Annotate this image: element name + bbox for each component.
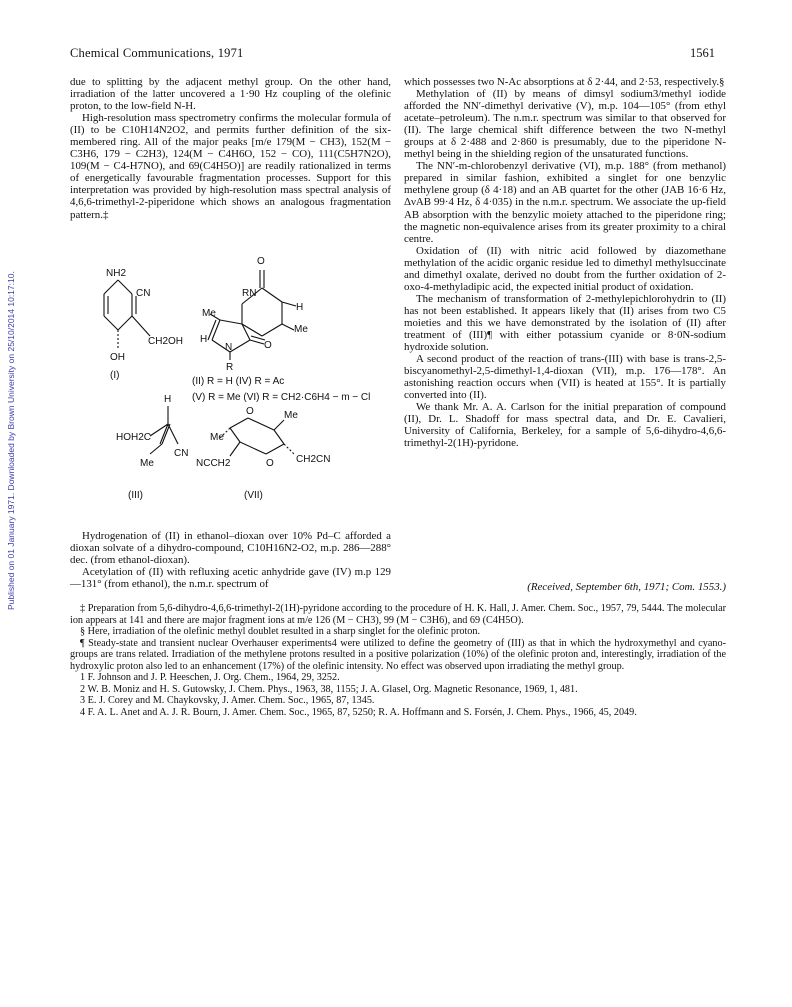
atom-label: CH2CN: [296, 454, 331, 465]
atom-label: Me: [140, 458, 154, 469]
compound-caption: (II) R = H (IV) R = Ac: [192, 376, 285, 387]
atom-label: CN: [136, 288, 151, 299]
paragraph: Acetylation of (II) with refluxing acetic anhydride gave (IV) m.p 129—131° (from ethanol), the n.m.r. spectrum of: [70, 566, 391, 591]
atom-label: Me: [202, 308, 216, 319]
atom-label: H: [200, 334, 208, 345]
atom-label: CH2OH: [148, 336, 184, 347]
compound-label: (I): [110, 370, 120, 381]
atom-label: H: [296, 302, 304, 313]
footnote: ¶ Steady-state and transient nuclear Overhauser experiments4 were utilized to define the geometry of (III) as that in which the hydroxymethyl and cyano-groups are trans related. Irradiation of the methylene protons resulted in a positive polarization (10%) of the olefinic proton and, interestingly, irradiation of the hydroxylic proton also led to an enhancement (17%) of the olefinic intensity. No effect was observed upon irradiating the methyl group.: [70, 637, 726, 672]
compound-caption: (V) R = Me (VI) R = CH2·C6H4 − m − Cl: [192, 392, 371, 403]
page-number: 1561: [690, 46, 715, 60]
left-column: [70, 76, 391, 221]
atom-label: Me: [284, 410, 298, 421]
left-column-bottom: [70, 530, 391, 590]
paragraph: due to splitting by the adjacent methyl group. On the other hand, irradiation of the latter uncovered a 1·90 Hz coupling of the olefinic proton, to the low-field N-H.: [70, 76, 391, 113]
chemical-structures-figure: [70, 240, 400, 525]
atom-label: NCCH2: [196, 458, 231, 469]
reference: 3 E. J. Corey and M. Chaykovsky, J. Amer. Chem. Soc., 1965, 87, 1345.: [80, 695, 375, 706]
atom-label: Me: [294, 324, 308, 335]
atom-label: R: [226, 362, 234, 373]
reference: 2 W. B. Moniz and H. S. Gutowsky, J. Chem. Phys., 1963, 38, 1155; J. A. Glasel, Org. Magnetic Resonance, 1969, 1, 481.: [80, 683, 578, 695]
atom-label: H: [164, 394, 172, 405]
atom-label: O: [266, 458, 274, 469]
download-watermark: Published on 01 January 1971. Downloaded by Brown University on 25/10/2014 10:17:10.: [6, 271, 16, 610]
paragraph: which possesses two N-Ac absorptions at δ 2·44, and 2·53, respectively.§: [404, 76, 725, 88]
paragraph: The mechanism of transformation of 2-methylepichlorohydrin to (II) has not been established. It appears likely that (II) arises from two C5 moieties and this we have demonstrated by the isolation of (II) after treatment of (III)¶ with either potassium cyanide or 8·0N-sodium hydroxide solution.: [404, 292, 726, 354]
atom-label: OH: [110, 352, 125, 363]
footnote: § Here, irradiation of the olefinic methyl doublet resulted in a sharp singlet for the olefinic proton.: [80, 626, 481, 637]
paragraph: Hydrogenation of (II) in ethanol–dioxan over 10% Pd–C afforded a dioxan solvate of a dihydro-compound, C10H16N2-O2, m.p. 286—288° dec. (from ethanol-dioxan).: [70, 530, 391, 567]
paragraph: A second product of the reaction of trans-(III) with base is trans-2,5-biscyanomethyl-2,5-dimethyl-1,4-dioxan (VII), m.p. 176—178°. An astonishing reaction occurs when (VII) is heated at 155°. It is partially converted into (II).: [404, 353, 726, 402]
atom-label: O: [257, 256, 265, 267]
paragraph: Oxidation of (II) with nitric acid followed by diazomethane methylation of the acidic organic residue led to dimethyl methylsuccinate and dimethyl oxalate, derived no doubt from the further oxidation of 2-oxo-4-methyladipic acid, the expected initial product of oxidation.: [404, 244, 726, 293]
received-date: (Received, September 6th, 1971; Com. 1553.): [527, 581, 726, 593]
footnotes: [70, 603, 726, 718]
atom-label: O: [264, 340, 272, 351]
reference: 4 F. A. L. Anet and A. J. R. Bourn, J. Amer. Chem. Soc., 1965, 87, 5250; R. A. Hoffmann and S. Forsén, J. Chem. Phys., 1966, 45, 2049.: [80, 706, 637, 718]
journal-header: Chemical Communications, 1971: [70, 46, 244, 60]
footnote: ‡ Preparation from 5,6-dihydro-4,6,6-trimethyl-2(1H)-pyridone according to the procedure of H. K. Hall, J. Amer. Chem. Soc., 1957, 79, 5444. The molecular ion appears at 141 and there are major fragment ions at m/e 126 (M − CH3), 99 (M − C3H6), and 69 (C4H5O).: [70, 603, 726, 626]
reference: 1 F. Johnson and J. P. Heeschen, J. Org. Chem., 1964, 29, 3252.: [80, 672, 340, 683]
compound-label: (VII): [244, 490, 263, 501]
compound-label: (III): [128, 490, 143, 501]
atom-label: RN: [242, 288, 257, 299]
atom-label: NH2: [106, 268, 127, 279]
paragraph: We thank Mr. A. A. Carlson for the initial preparation of compound (II), Dr. L. Shadoff for mass spectral data, and Dr. E. Cavalieri, University of California, Berkeley, for a sample of 5,6-dihydro-4,6,6-trimethyl-2(1H)-pyridone.: [404, 401, 726, 450]
paragraph: The NN′-m-chlorobenzyl derivative (VI), m.p. 188° (from methanol) prepared in similar fashion, exhibited a singlet for one benzylic methylene group (δ 4·18) and an AB quartet for the other (JAB 16·6 Hz, ΔνAB 99·4 Hz, δ 4·035) in the n.m.r. spectrum. We associate the up-field AB absorption with the benzylic moiety attached to the piperidone ring; the magnetic non-equivalence arises from its greater proximity to a chiral centre.: [404, 160, 726, 245]
atom-label: CN: [174, 448, 189, 459]
paragraph: High-resolution mass spectrometry confirms the molecular formula of (II) to be C10H14N2O2, and permits further definition of the six-membered ring. All of the major peaks [m/e 179(M − CH3), 152(M − C3H6, 179 − C2H3), 124(M − C4H6O, 152 − CO), 111(C5H7N2O), 109(M − C4-H7NO), and 69(C4H5O)] are readily rationalized in terms of energetically favourable fragmentation processes. Support for this interpretation was provided by high-resolution mass spectral analysis of 4,6,6-trimethyl-2-piperidone which shows an analogous fragmentation pattern.‡: [70, 112, 391, 221]
paragraph: Methylation of (II) by means of dimsyl sodium3/methyl iodide afforded the NN′-dimethyl derivative (V), m.p. 104—105° (from ethyl acetate–petroleum). The n.m.r. spectrum was similar to that observed for (II). The large chemical shift difference between the two N-methyl groups at δ 2·488 and 2·860 is presumably, due to the piperidone N-methyl being in the shielding region of the unsaturated functions.: [404, 88, 726, 161]
atom-label: N: [225, 342, 233, 353]
atom-label: O: [246, 406, 254, 417]
right-column: [404, 76, 726, 449]
atom-label: Me: [210, 432, 224, 443]
atom-label: HOH2C: [116, 432, 152, 443]
